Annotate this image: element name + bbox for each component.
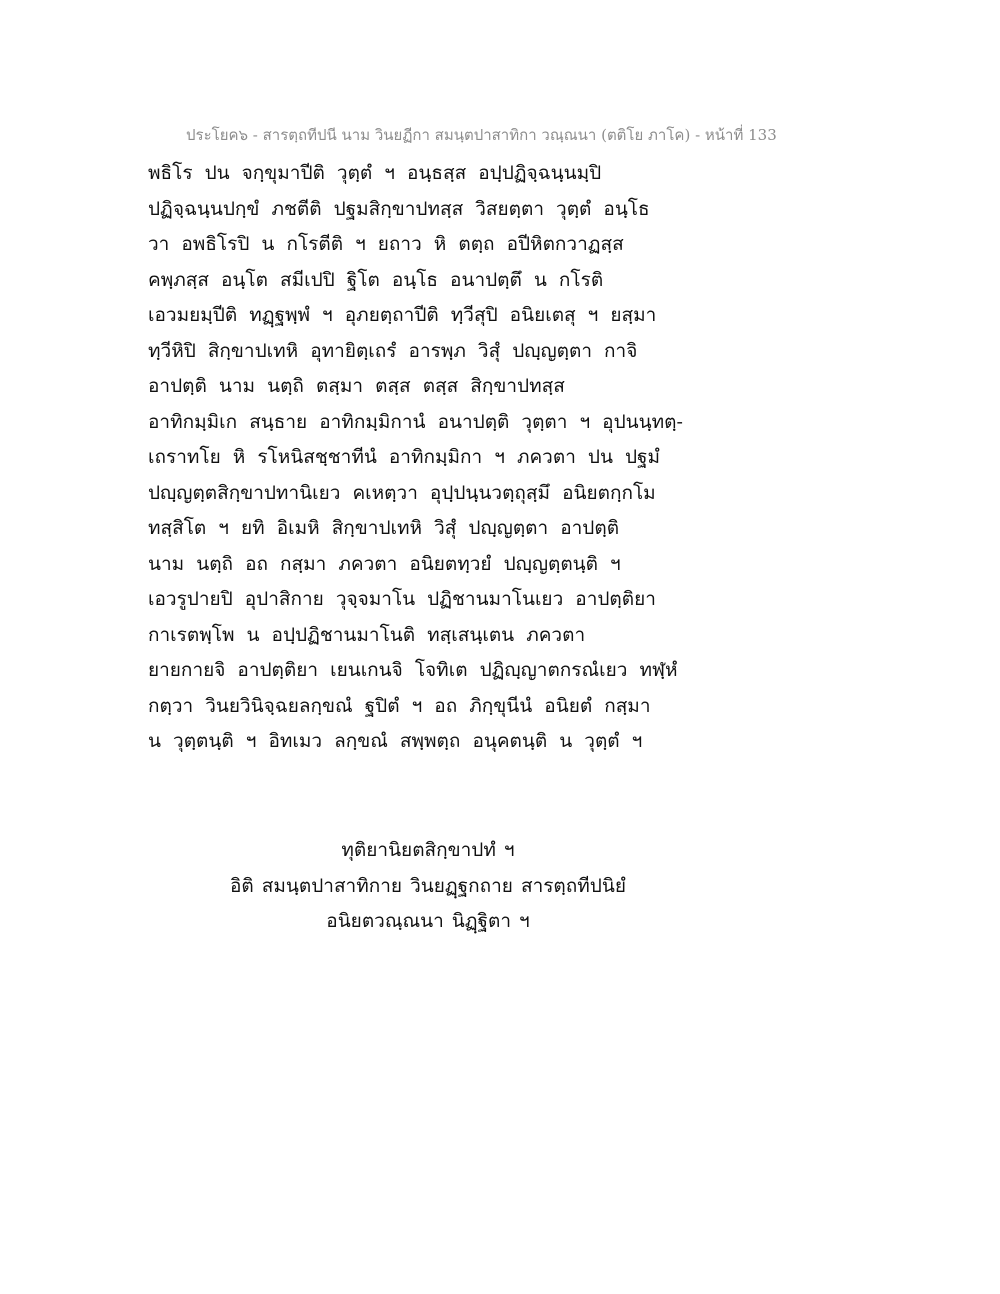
body-line: ยายกายจิ อาปตฺติยา เยนเกนจิ โจทิเต ปฏิญฺญาตกรณํเยว ทฬฺหํ xyxy=(148,659,678,681)
body-line: ทฺวีหิปิ สิกฺขาปเทหิ อุทายิตฺเถรํ อารพฺภ วิสุํ ปญฺญตฺตา กาจิ xyxy=(148,339,638,362)
body-line: ทสฺสิโต ฯ ยทิ อิเมหิ สิกฺขาปเทหิ วิสุํ ปญฺญตฺตา อาปตฺติ xyxy=(148,517,620,539)
section-end-title: ทุติยานิยตสิกฺขาปทํ ฯ xyxy=(341,839,515,861)
body-line: เอวมยมฺปีติ ทฏฺฐพฺพํ ฯ อุภยตฺถาปีติ ทฺวีสุปิ อนิยเตสุ ฯ ยสฺมา xyxy=(148,304,657,326)
closing-block xyxy=(148,833,708,940)
body-line: อาทิกมฺมิเก สนฺธาย อาทิกมฺมิกานํ อนาปตฺติ วุตฺตา ฯ อุปนนฺทตฺ- xyxy=(148,410,683,433)
body-line: ปญฺญตฺตสิกฺขาปทานิเยว คเหตฺวา อุปฺปนฺนวตฺถุสฺมึ อนิยตกฺกโม xyxy=(148,481,656,504)
body-line: วา อพธิโรปิ น กโรตีติ ฯ ยถาว หิ ตตฺถ อปีหิตกวาฏสฺส xyxy=(148,233,624,255)
body-text xyxy=(148,156,838,760)
body-line: พธิโร ปน จกฺขุมาปีติ วุตฺตํ ฯ อนฺธสฺส อปฺปฏิจฺฉนฺนมฺปิ xyxy=(148,162,602,184)
body-line: กตฺวา วินยวินิจฺฉยลกฺขณํ ฐปิตํ ฯ อถ ภิกฺขุนีนํ อนิยตํ กสฺมา xyxy=(148,694,651,717)
body-line: กาเรตพฺโพ น อปฺปฏิชานมาโนติ ทสฺเสนฺเตน ภควตา xyxy=(148,623,586,646)
body-line: นาม นตฺถิ อถ กสฺมา ภควตา อนิยตทฺวยํ ปญฺญตฺตนฺติ ฯ xyxy=(148,552,621,575)
body-line: คพฺภสฺส อนฺโต สมีเปปิ ฐิโต อนฺโธ อนาปตฺตึ น กโรติ xyxy=(148,268,604,291)
colophon-line: อิติ สมนฺตปาสาทิกาย วินยฏฺฐกถาย สารตฺถทีปนิยํ xyxy=(229,874,626,897)
body-line: ปฏิจฺฉนฺนปกฺขํ ภชตีติ ปฐมสิกฺขาปทสฺส วิสยตฺตา วุตฺตํ อนฺโธ xyxy=(148,197,650,220)
body-line: อาปตฺติ นาม นตฺถิ ตสฺมา ตสฺส ตสฺส สิกฺขาปทสฺส xyxy=(148,375,565,397)
body-line: น วุตฺตนฺติ ฯ อิทเมว ลกฺขณํ สพฺพตฺถ อนุคตนฺติ น วุตฺตํ ฯ xyxy=(148,730,643,752)
running-header: ประโยค๖ - สารตฺถทีปนี นาม วินยฏีกา สมนฺตปาสาทิกา วณฺณนา (ตติโย ภาโค) - หน้าที่ 133 xyxy=(186,126,777,144)
body-line: เอวรูปายปิ อุปาสิกาย วุจฺจมาโน ปฏิชานมาโนเยว อาปตฺติยา xyxy=(148,588,656,610)
body-line: เถราทโย หิ รโหนิสชฺชาทีนํ อาทิกมฺมิกา ฯ ภควตา ปน ปฐมํ xyxy=(148,446,661,468)
colophon-line: อนิยตวณฺณนา นิฏฺฐิตา ฯ xyxy=(326,910,530,932)
